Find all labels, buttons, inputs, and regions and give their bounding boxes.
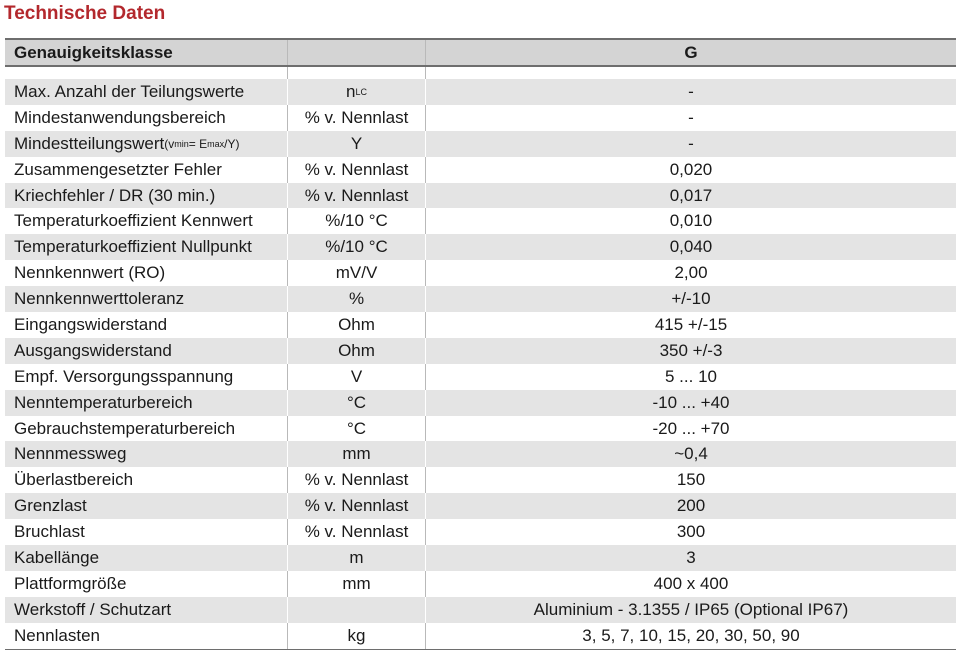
formula-sub-max: max (207, 138, 225, 149)
row-value: 0,020 (425, 157, 956, 183)
unit-nlc-sub: LC (355, 86, 367, 97)
row-value: - (425, 79, 956, 105)
table-row (5, 597, 956, 623)
row-value: - (425, 131, 956, 157)
row-label: Nennkennwert (RO) (14, 263, 166, 283)
row-unit: % v. Nennlast (287, 493, 425, 519)
row-label: Empf. Versorgungsspannung (14, 366, 234, 386)
row-value: +/-10 (425, 286, 956, 312)
row-unit: °C (287, 390, 425, 416)
row-label: Werkstoff / Schutzart (14, 599, 172, 619)
row-value: 400 x 400 (425, 571, 956, 597)
table-row (5, 571, 956, 597)
row-label: Gebrauchstemperaturbereich (14, 418, 236, 438)
row-label: Kabellänge (14, 547, 100, 567)
row-label: Mindestanwendungsbereich (14, 107, 226, 127)
row-unit: °C (287, 416, 425, 442)
page-title: Technische Daten (4, 3, 166, 24)
row-label: Zusammengesetzter Fehler (14, 159, 222, 179)
row-value: 415 +/-15 (425, 312, 956, 338)
row-value: 0,040 (425, 234, 956, 260)
formula-open: (v (164, 136, 175, 151)
table-row (5, 545, 956, 571)
row-label: Bruchlast (14, 522, 85, 542)
row-value: Aluminium - 3.1355 / IP65 (Optional IP67) (425, 597, 956, 623)
row-unit: % v. Nennlast (287, 519, 425, 545)
table-row (5, 312, 956, 338)
row-value: 200 (425, 493, 956, 519)
row-value: -10 ... +40 (425, 390, 956, 416)
table-row (5, 467, 956, 493)
row-label: Nennmessweg (14, 444, 127, 464)
row-unit: % (287, 286, 425, 312)
table-row (5, 441, 956, 467)
row-unit (287, 79, 425, 105)
table-row (5, 183, 956, 209)
row-value: 5 ... 10 (425, 364, 956, 390)
header-unit (287, 40, 425, 65)
row-value: 300 (425, 519, 956, 545)
specs-table (5, 38, 956, 650)
row-label: Überlastbereich (14, 470, 134, 490)
row-unit: V (287, 364, 425, 390)
row-label: Nennkennwerttoleranz (14, 289, 185, 309)
table-row (5, 157, 956, 183)
table-row (5, 364, 956, 390)
table-row (5, 493, 956, 519)
row-label-main: Mindestteilungswert (14, 133, 165, 153)
row-label: Nenntemperaturbereich (14, 392, 193, 412)
row-value: -20 ... +70 (425, 416, 956, 442)
row-label: Ausgangswiderstand (14, 340, 172, 360)
unit-nlc-base: n (346, 81, 356, 101)
formula-mid: = E (188, 136, 208, 151)
row-unit: % v. Nennlast (287, 157, 425, 183)
row-unit: % v. Nennlast (287, 183, 425, 209)
row-label: Eingangswiderstand (14, 314, 168, 334)
table-row (5, 105, 956, 131)
row-unit: % v. Nennlast (287, 467, 425, 493)
row-unit: Ohm (287, 338, 425, 364)
row-value: 3 (425, 545, 956, 571)
row-unit: kg (287, 623, 425, 649)
row-unit: m (287, 545, 425, 571)
table-row (5, 131, 956, 157)
table-body (5, 79, 956, 649)
row-label: Nennlasten (14, 625, 101, 645)
header-value: G (425, 40, 956, 65)
row-value: - (425, 105, 956, 131)
row-label: Grenzlast (14, 496, 87, 516)
table-row (5, 338, 956, 364)
row-value: ~0,4 (425, 441, 956, 467)
table-row (5, 286, 956, 312)
row-unit: %/10 °C (287, 208, 425, 234)
row-unit: mm (287, 571, 425, 597)
row-label: Kriechfehler / DR (30 min.) (14, 185, 216, 205)
row-label (5, 131, 287, 157)
row-value: 350 +/-3 (425, 338, 956, 364)
row-value: 2,00 (425, 260, 956, 286)
table-row (5, 234, 956, 260)
table-row (5, 260, 956, 286)
table-row (5, 390, 956, 416)
row-value: 150 (425, 467, 956, 493)
row-unit: Y (287, 131, 425, 157)
table-row (5, 79, 956, 105)
row-value: 0,017 (425, 183, 956, 209)
table-row (5, 208, 956, 234)
table-header-row (5, 38, 956, 67)
row-unit: mV/V (287, 260, 425, 286)
row-unit: mm (287, 441, 425, 467)
table-spacer-row (5, 67, 956, 79)
table-row (5, 519, 956, 545)
row-label: Plattformgröße (14, 573, 127, 593)
formula-sub-min: min (174, 138, 189, 149)
formula-close: /Y) (224, 136, 240, 151)
row-value: 0,010 (425, 208, 956, 234)
row-unit: % v. Nennlast (287, 105, 425, 131)
row-label: Temperaturkoeffizient Nullpunkt (14, 237, 252, 257)
row-unit (287, 597, 425, 623)
row-label: Max. Anzahl der Teilungswerte (14, 81, 245, 101)
row-unit: Ohm (287, 312, 425, 338)
row-value: 3, 5, 7, 10, 15, 20, 30, 50, 90 (425, 623, 956, 649)
row-label: Temperaturkoeffizient Kennwert (14, 211, 253, 231)
table-row (5, 416, 956, 442)
table-row (5, 623, 956, 649)
header-label: Genauigkeitsklasse (14, 42, 173, 62)
row-unit: %/10 °C (287, 234, 425, 260)
